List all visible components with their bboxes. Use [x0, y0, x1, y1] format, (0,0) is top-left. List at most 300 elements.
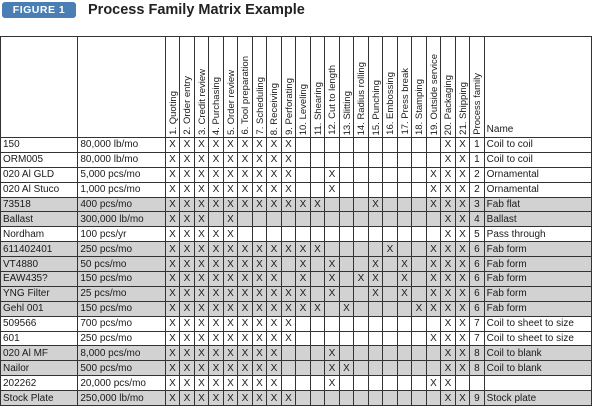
process-column-label: 16. Embossing [385, 72, 397, 135]
process-mark-cell [209, 212, 224, 227]
process-mark-cell [426, 316, 441, 331]
process-mark-cell: X [194, 182, 209, 197]
process-family-cell: 8 [470, 361, 485, 376]
process-mark-cell: X [296, 197, 311, 212]
figure-badge: FIGURE 1 [2, 2, 76, 18]
header-row [1, 37, 592, 138]
process-mark-cell [325, 152, 340, 167]
process-mark-cell: X [455, 331, 470, 346]
process-mark-cell [397, 361, 412, 376]
process-column-header [412, 37, 427, 138]
process-mark-cell [281, 227, 296, 242]
process-mark-cell [339, 272, 354, 287]
process-mark-cell: X [194, 272, 209, 287]
process-family-cell: 8 [470, 346, 485, 361]
process-mark-cell: X [455, 272, 470, 287]
volume-cell: 1,000 pcs/mo [78, 182, 165, 197]
process-family-cell: 6 [470, 257, 485, 272]
process-mark-cell [455, 376, 470, 391]
process-mark-cell [281, 257, 296, 272]
volume-cell: 500 pcs/mo [78, 361, 165, 376]
volume-cell: 8,000 pcs/mo [78, 346, 165, 361]
process-mark-cell: X [223, 391, 238, 406]
process-mark-cell [354, 286, 369, 301]
process-mark-cell: X [165, 361, 180, 376]
process-mark-cell [325, 242, 340, 257]
process-mark-cell: X [165, 197, 180, 212]
process-family-matrix [0, 36, 592, 406]
process-mark-cell [310, 286, 325, 301]
process-mark-cell [397, 376, 412, 391]
volume-cell: 700 pcs/mo [78, 316, 165, 331]
process-mark-cell [310, 227, 325, 242]
process-mark-cell: X [441, 167, 456, 182]
process-mark-cell: X [455, 212, 470, 227]
process-mark-cell: X [441, 138, 456, 153]
process-mark-cell: X [296, 272, 311, 287]
process-mark-cell: X [368, 197, 383, 212]
part-id-cell: Stock Plate [1, 391, 78, 406]
process-mark-cell [412, 331, 427, 346]
process-column-label: 21. Shipping [457, 82, 469, 135]
process-column-label: 8. Receiving [269, 82, 281, 135]
process-mark-cell: X [455, 167, 470, 182]
process-family-cell: 1 [470, 138, 485, 153]
process-mark-cell [368, 167, 383, 182]
process-mark-cell: X [281, 197, 296, 212]
process-column-label: Process family [472, 73, 484, 135]
process-mark-cell: X [296, 286, 311, 301]
process-mark-cell [368, 242, 383, 257]
process-mark-cell: X [252, 301, 267, 316]
process-mark-cell: X [209, 167, 224, 182]
process-mark-cell: X [455, 286, 470, 301]
process-mark-cell: X [252, 376, 267, 391]
process-mark-cell [325, 316, 340, 331]
volume-cell: 250 pcs/mo [78, 242, 165, 257]
process-column-header [368, 37, 383, 138]
process-mark-cell [310, 167, 325, 182]
process-mark-cell [383, 152, 398, 167]
process-column-label: 15. Punching [370, 79, 382, 135]
process-mark-cell: X [267, 391, 282, 406]
process-mark-cell [325, 212, 340, 227]
process-mark-cell: X [238, 152, 253, 167]
process-mark-cell: X [209, 138, 224, 153]
process-mark-cell: X [441, 286, 456, 301]
process-mark-cell [383, 346, 398, 361]
table-row [1, 138, 592, 153]
process-mark-cell: X [180, 331, 195, 346]
process-mark-cell: X [252, 197, 267, 212]
process-mark-cell: X [194, 212, 209, 227]
process-family-cell: 6 [470, 242, 485, 257]
process-mark-cell [339, 212, 354, 227]
process-mark-cell: X [252, 272, 267, 287]
process-mark-cell [296, 138, 311, 153]
process-mark-cell [368, 346, 383, 361]
process-mark-cell [412, 182, 427, 197]
process-mark-cell [397, 316, 412, 331]
process-mark-cell [310, 346, 325, 361]
process-mark-cell: X [267, 257, 282, 272]
process-mark-cell: X [383, 242, 398, 257]
process-column-label: 14. Radius rolling [356, 61, 368, 135]
name-column-header: Name [484, 37, 591, 138]
process-mark-cell [383, 197, 398, 212]
family-name-cell: Coil to sheet to size [484, 331, 591, 346]
volume-cell: 300,000 lb/mo [78, 212, 165, 227]
process-mark-cell: X [238, 167, 253, 182]
family-name-cell [484, 376, 591, 391]
process-mark-cell [310, 212, 325, 227]
process-mark-cell [281, 346, 296, 361]
process-mark-cell: X [455, 301, 470, 316]
process-mark-cell: X [223, 316, 238, 331]
process-mark-cell [412, 197, 427, 212]
process-mark-cell: X [238, 138, 253, 153]
process-mark-cell: X [325, 272, 340, 287]
process-mark-cell: X [426, 301, 441, 316]
process-mark-cell: X [441, 391, 456, 406]
process-mark-cell [310, 316, 325, 331]
process-mark-cell: X [455, 316, 470, 331]
process-mark-cell [368, 391, 383, 406]
process-mark-cell: X [426, 376, 441, 391]
process-mark-cell: X [223, 257, 238, 272]
process-mark-cell: X [441, 182, 456, 197]
process-mark-cell: X [296, 242, 311, 257]
process-mark-cell [296, 227, 311, 242]
process-mark-cell [426, 346, 441, 361]
process-mark-cell: X [223, 197, 238, 212]
process-mark-cell [368, 138, 383, 153]
process-mark-cell: X [180, 316, 195, 331]
process-mark-cell: X [441, 197, 456, 212]
process-mark-cell: X [455, 152, 470, 167]
process-column-label: 11. Shearing [312, 81, 324, 135]
table-row [1, 391, 592, 406]
process-mark-cell [412, 257, 427, 272]
process-column-header [397, 37, 412, 138]
process-mark-cell: X [397, 257, 412, 272]
process-mark-cell [339, 316, 354, 331]
process-mark-cell [412, 391, 427, 406]
process-mark-cell: X [194, 301, 209, 316]
part-id-cell: 020 Al Stuco [1, 182, 78, 197]
process-mark-cell: X [426, 331, 441, 346]
process-mark-cell [281, 272, 296, 287]
process-mark-cell: X [267, 197, 282, 212]
figure-header [0, 0, 604, 22]
process-mark-cell [339, 167, 354, 182]
process-mark-cell: X [180, 376, 195, 391]
process-mark-cell [412, 346, 427, 361]
process-mark-cell: X [426, 242, 441, 257]
process-mark-cell [354, 257, 369, 272]
process-mark-cell [325, 197, 340, 212]
process-mark-cell [397, 227, 412, 242]
process-mark-cell: X [426, 167, 441, 182]
process-mark-cell: X [267, 182, 282, 197]
process-mark-cell: X [180, 346, 195, 361]
process-mark-cell: X [194, 376, 209, 391]
process-mark-cell [426, 391, 441, 406]
process-mark-cell: X [194, 138, 209, 153]
process-mark-cell: X [252, 286, 267, 301]
process-mark-cell [383, 272, 398, 287]
process-mark-cell: X [238, 182, 253, 197]
process-mark-cell: X [267, 376, 282, 391]
process-mark-cell: X [426, 272, 441, 287]
process-mark-cell [383, 138, 398, 153]
process-mark-cell [383, 301, 398, 316]
process-mark-cell: X [209, 331, 224, 346]
process-mark-cell: X [238, 301, 253, 316]
table-row [1, 152, 592, 167]
process-mark-cell: X [267, 346, 282, 361]
process-mark-cell [383, 167, 398, 182]
volume-cell: 5,000 pcs/mo [78, 167, 165, 182]
process-mark-cell: X [194, 361, 209, 376]
process-mark-cell: X [281, 152, 296, 167]
process-mark-cell: X [165, 227, 180, 242]
process-family-cell [470, 376, 485, 391]
process-column-header [252, 37, 267, 138]
process-mark-cell: X [238, 242, 253, 257]
process-mark-cell: X [209, 361, 224, 376]
process-mark-cell [383, 286, 398, 301]
process-family-cell: 7 [470, 331, 485, 346]
process-mark-cell: X [455, 227, 470, 242]
process-mark-cell: X [455, 242, 470, 257]
process-mark-cell [426, 227, 441, 242]
process-mark-cell [412, 212, 427, 227]
process-mark-cell: X [339, 301, 354, 316]
process-mark-cell: X [209, 227, 224, 242]
process-mark-cell: X [441, 242, 456, 257]
process-column-label: 10. Leveling [298, 83, 310, 135]
process-column-label: 2. Order entry [182, 76, 194, 135]
part-id-cell: 020 Al GLD [1, 167, 78, 182]
process-mark-cell: X [194, 242, 209, 257]
process-column-label: 6. Tool preparation [240, 56, 252, 135]
process-mark-cell [339, 152, 354, 167]
process-mark-cell [281, 212, 296, 227]
process-mark-cell [383, 227, 398, 242]
family-name-cell: Coil to coil [484, 152, 591, 167]
process-mark-cell: X [223, 286, 238, 301]
family-name-cell: Fab form [484, 257, 591, 272]
process-mark-cell: X [194, 346, 209, 361]
process-mark-cell: X [180, 242, 195, 257]
process-mark-cell [354, 138, 369, 153]
table-row [1, 346, 592, 361]
process-mark-cell: X [194, 152, 209, 167]
process-column-header [354, 37, 369, 138]
process-mark-cell: X [194, 331, 209, 346]
process-mark-cell: X [296, 301, 311, 316]
process-mark-cell: X [267, 272, 282, 287]
process-mark-cell [339, 242, 354, 257]
process-mark-cell: X [209, 391, 224, 406]
process-mark-cell: X [339, 361, 354, 376]
process-mark-cell: X [165, 257, 180, 272]
family-name-cell: Fab flat [484, 197, 591, 212]
process-mark-cell: X [223, 152, 238, 167]
process-mark-cell [397, 242, 412, 257]
process-mark-cell [267, 212, 282, 227]
process-mark-cell: X [455, 346, 470, 361]
process-mark-cell: X [209, 346, 224, 361]
process-mark-cell [354, 301, 369, 316]
part-id-cell: 020 Al MF [1, 346, 78, 361]
process-mark-cell [296, 346, 311, 361]
process-column-label: 18. Stamping [414, 79, 426, 135]
process-mark-cell [397, 331, 412, 346]
process-mark-cell [310, 182, 325, 197]
process-mark-cell [397, 391, 412, 406]
process-mark-cell: X [267, 286, 282, 301]
process-column-label: 13. Slitting [341, 90, 353, 135]
process-mark-cell [368, 316, 383, 331]
part-id-cell: Gehl 001 [1, 301, 78, 316]
family-name-cell: Coil to blank [484, 346, 591, 361]
process-column-label: 17. Press break [399, 68, 411, 135]
process-mark-cell: X [180, 361, 195, 376]
process-mark-cell [310, 361, 325, 376]
table-row [1, 316, 592, 331]
process-mark-cell [354, 212, 369, 227]
process-mark-cell: X [325, 286, 340, 301]
process-mark-cell: X [412, 301, 427, 316]
volume-cell: 250 pcs/mo [78, 331, 165, 346]
process-mark-cell: X [180, 257, 195, 272]
process-mark-cell [426, 361, 441, 376]
process-column-header [209, 37, 224, 138]
process-family-cell: 7 [470, 316, 485, 331]
process-mark-cell: X [441, 227, 456, 242]
process-column-label: 1. Quoting [167, 91, 179, 135]
process-mark-cell [310, 138, 325, 153]
process-mark-cell: X [325, 257, 340, 272]
process-column-header [165, 37, 180, 138]
process-mark-cell: X [194, 391, 209, 406]
table-row [1, 212, 592, 227]
process-mark-cell [310, 272, 325, 287]
process-mark-cell: X [209, 286, 224, 301]
table-row [1, 331, 592, 346]
process-mark-cell: X [180, 227, 195, 242]
process-mark-cell: X [180, 391, 195, 406]
process-mark-cell: X [238, 361, 253, 376]
process-mark-cell [412, 167, 427, 182]
process-mark-cell [296, 331, 311, 346]
volume-cell: 100 pcs/yr [78, 227, 165, 242]
process-mark-cell: X [209, 376, 224, 391]
process-mark-cell [368, 331, 383, 346]
process-column-header [470, 37, 485, 138]
process-mark-cell [383, 376, 398, 391]
process-mark-cell [296, 361, 311, 376]
process-family-cell: 9 [470, 391, 485, 406]
process-mark-cell [397, 346, 412, 361]
process-mark-cell: X [165, 316, 180, 331]
volume-cell: 150 pcs/mo [78, 272, 165, 287]
process-mark-cell [325, 138, 340, 153]
process-family-cell: 1 [470, 152, 485, 167]
process-mark-cell: X [209, 301, 224, 316]
process-mark-cell: X [165, 376, 180, 391]
process-mark-cell: X [252, 346, 267, 361]
process-mark-cell [296, 182, 311, 197]
process-mark-cell: X [180, 167, 195, 182]
process-mark-cell [339, 376, 354, 391]
process-mark-cell: X [296, 257, 311, 272]
family-name-cell: Fab form [484, 242, 591, 257]
process-mark-cell [354, 331, 369, 346]
process-mark-cell: X [252, 152, 267, 167]
process-column-header [325, 37, 340, 138]
process-mark-cell [310, 152, 325, 167]
part-id-cell: ORM005 [1, 152, 78, 167]
table-row [1, 301, 592, 316]
process-mark-cell [281, 376, 296, 391]
process-mark-cell [368, 152, 383, 167]
process-mark-cell [252, 227, 267, 242]
process-mark-cell: X [267, 152, 282, 167]
table-row [1, 286, 592, 301]
process-mark-cell: X [165, 286, 180, 301]
process-mark-cell: X [165, 167, 180, 182]
process-mark-cell [325, 331, 340, 346]
process-mark-cell: X [238, 197, 253, 212]
process-mark-cell [397, 138, 412, 153]
family-name-cell: Ornamental [484, 167, 591, 182]
process-mark-cell [368, 182, 383, 197]
process-mark-cell: X [223, 361, 238, 376]
process-family-cell: 2 [470, 167, 485, 182]
part-id-cell: YNG Filter [1, 286, 78, 301]
process-mark-cell: X [252, 167, 267, 182]
process-mark-cell: X [194, 167, 209, 182]
process-mark-cell: X [426, 182, 441, 197]
process-column-label: 9. Perforating [283, 77, 295, 135]
process-mark-cell [412, 316, 427, 331]
process-mark-cell: X [194, 257, 209, 272]
process-mark-cell: X [310, 242, 325, 257]
process-mark-cell [368, 361, 383, 376]
process-mark-cell: X [397, 272, 412, 287]
process-mark-cell: X [426, 197, 441, 212]
process-column-header [194, 37, 209, 138]
process-mark-cell: X [252, 391, 267, 406]
part-id-cell: 611402401 [1, 242, 78, 257]
process-mark-cell: X [223, 182, 238, 197]
id-column-header [1, 37, 78, 138]
process-column-header [426, 37, 441, 138]
process-mark-cell [383, 182, 398, 197]
process-mark-cell: X [281, 316, 296, 331]
process-mark-cell [354, 316, 369, 331]
process-mark-cell: X [252, 182, 267, 197]
process-mark-cell: X [223, 272, 238, 287]
family-name-cell: Coil to blank [484, 361, 591, 376]
process-mark-cell: X [194, 227, 209, 242]
process-mark-cell: X [180, 138, 195, 153]
process-mark-cell: X [223, 331, 238, 346]
process-mark-cell [412, 138, 427, 153]
